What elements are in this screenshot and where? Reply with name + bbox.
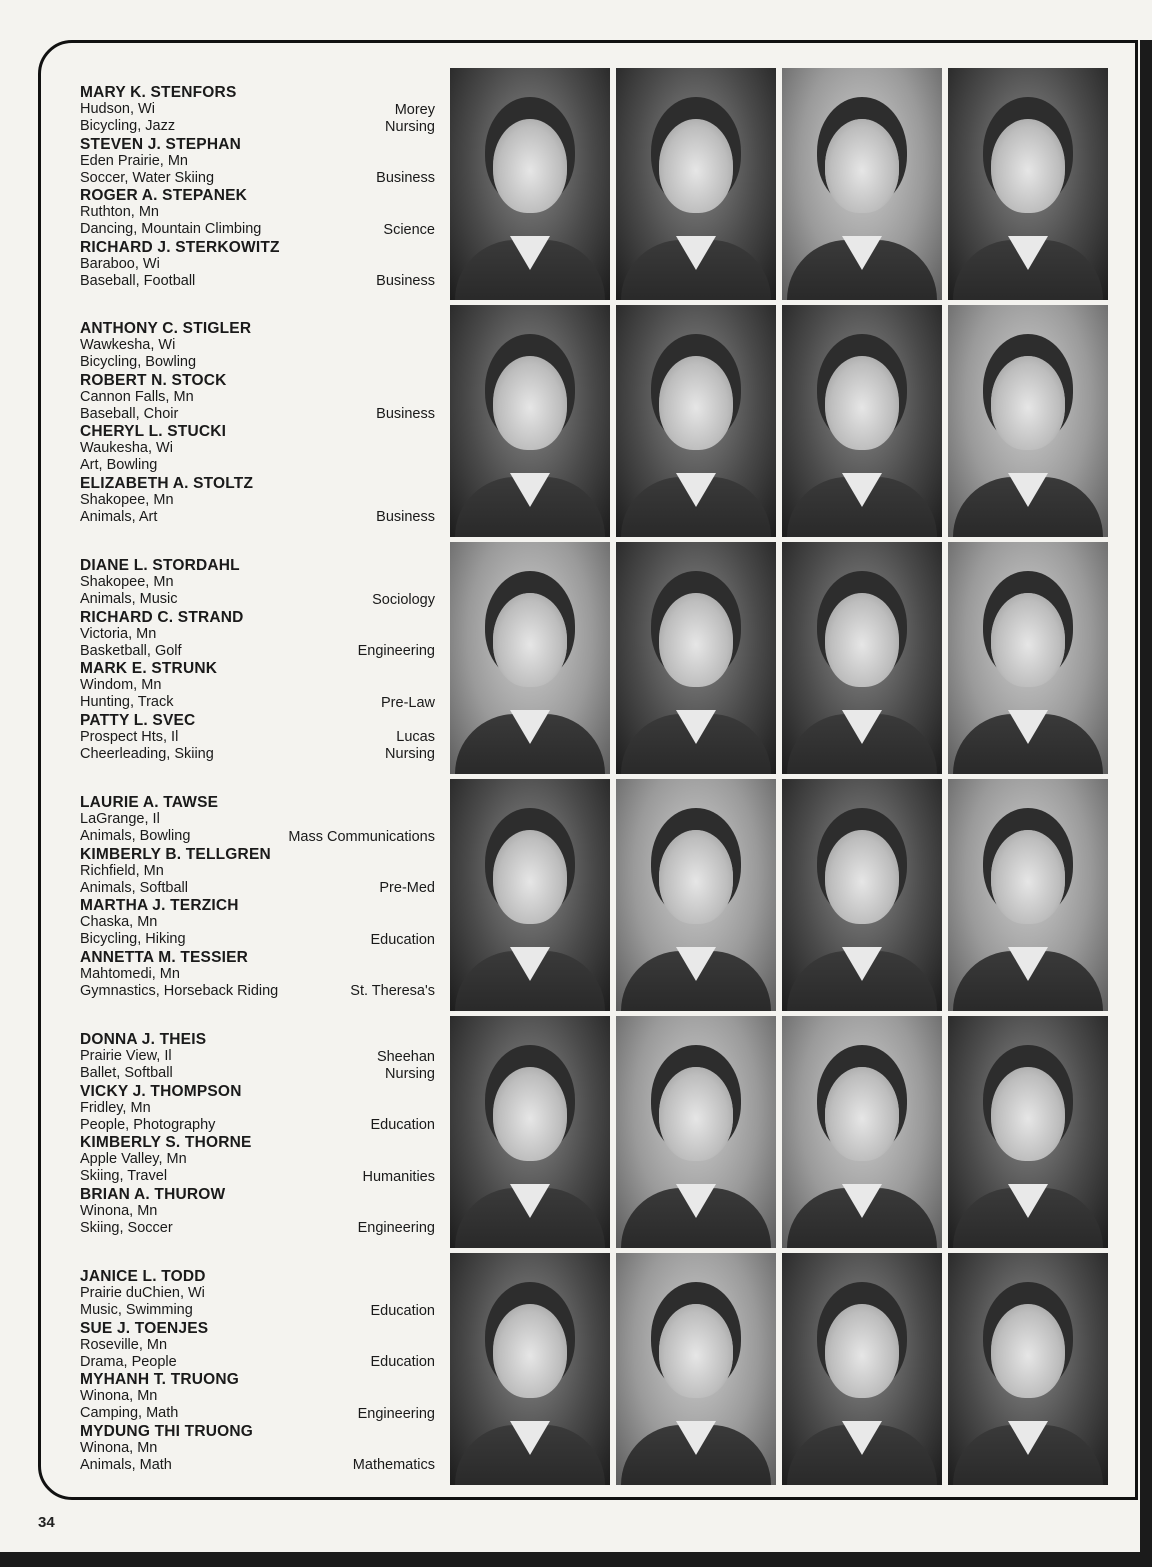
student-hometown: Roseville, Mn <box>80 1336 168 1353</box>
student-interests: Basketball, Golf <box>80 642 182 659</box>
student-portrait <box>948 779 1108 1011</box>
student-hometown: Apple Valley, Mn <box>80 1151 187 1167</box>
student-hometown: Shakopee, Mn <box>80 574 174 590</box>
student-interests: Drama, People <box>80 1353 177 1370</box>
portrait-head <box>493 119 567 213</box>
student-interests: Cheerleading, Skiing <box>80 745 214 762</box>
student-interests: Ballet, Softball <box>80 1065 173 1081</box>
student-interests: Baseball, Football <box>80 272 196 289</box>
student-hometown: Victoria, Mn <box>80 625 157 642</box>
student-name: CHERYL L. STUCKI <box>80 423 227 440</box>
student-entry <box>80 372 435 424</box>
student-major <box>350 983 435 1000</box>
student-group <box>80 1031 435 1267</box>
student-major <box>376 509 435 526</box>
scan-bottom-edge <box>0 1552 1152 1567</box>
student-major <box>362 1169 435 1186</box>
student-entry <box>80 475 435 527</box>
student-interests: Camping, Math <box>80 1405 179 1421</box>
student-major <box>385 729 435 763</box>
student-entry <box>80 557 435 609</box>
student-hometown: Windom, Mn <box>80 677 162 693</box>
student-entry <box>80 794 435 846</box>
student-entry <box>80 1423 435 1475</box>
student-name: RICHARD C. STRAND <box>80 608 244 626</box>
student-hometown: Prospect Hts, Il <box>80 728 179 745</box>
student-interests: Bicycling, Jazz <box>80 118 176 134</box>
portrait-head <box>493 356 567 450</box>
student-major <box>377 1049 435 1083</box>
student-name: PATTY L. SVEC <box>80 711 196 729</box>
student-interests: Animals, Music <box>80 591 178 607</box>
student-group <box>80 320 435 556</box>
student-hometown: Mahtomedi, Mn <box>80 965 180 982</box>
student-portrait <box>948 1253 1108 1485</box>
student-portrait <box>450 779 610 1011</box>
student-entry <box>80 846 435 898</box>
student-hometown: Cannon Falls, Mn <box>80 388 194 405</box>
student-portrait <box>948 1016 1108 1248</box>
student-name: MARK E. STRUNK <box>80 660 218 677</box>
student-hometown: Winona, Mn <box>80 1202 158 1219</box>
student-major-line-2: Business <box>376 170 435 186</box>
student-name: VICKY J. THOMPSON <box>80 1082 242 1100</box>
student-portrait <box>948 542 1108 774</box>
student-portrait <box>450 68 610 300</box>
student-major-line-2: Education <box>370 1117 435 1133</box>
student-major <box>376 273 435 290</box>
student-portrait <box>450 1253 610 1485</box>
student-hometown: Wawkesha, Wi <box>80 337 176 353</box>
student-hometown: LaGrange, Il <box>80 811 160 827</box>
student-major-line-2: Mathematics <box>352 1457 435 1473</box>
student-interests: Animals, Art <box>80 508 158 525</box>
student-name: MARY K. STENFORS <box>80 84 237 101</box>
student-name: DIANE L. STORDAHL <box>80 557 240 574</box>
student-portrait <box>450 305 610 537</box>
student-major-line-2: Education <box>370 1302 435 1319</box>
portrait-head <box>991 830 1065 924</box>
student-interests: Animals, Math <box>80 1456 172 1473</box>
student-name: DONNA J. THEIS <box>80 1031 207 1048</box>
student-major-line-1: Lucas <box>396 729 435 745</box>
student-hometown: Baraboo, Wi <box>80 255 160 272</box>
portrait-head <box>825 593 899 687</box>
portrait-row <box>450 779 1110 1011</box>
student-major <box>372 592 435 609</box>
student-entry <box>80 423 435 475</box>
portrait-head <box>659 1304 733 1398</box>
portrait-row <box>450 305 1110 537</box>
student-hometown: Prairie View, Il <box>80 1048 172 1064</box>
student-portrait <box>450 1016 610 1248</box>
student-major-line-2: Nursing <box>385 746 435 762</box>
portrait-row <box>450 68 1110 300</box>
student-portrait <box>450 542 610 774</box>
student-name: JANICE L. TODD <box>80 1268 206 1285</box>
student-hometown: Richfield, Mn <box>80 862 164 879</box>
portrait-head <box>991 119 1065 213</box>
portrait-head <box>825 830 899 924</box>
student-major <box>371 932 436 949</box>
student-hometown: Hudson, Wi <box>80 101 155 117</box>
student-name: KIMBERLY S. THORNE <box>80 1134 252 1151</box>
student-major <box>358 1406 435 1423</box>
portrait-head <box>991 356 1065 450</box>
student-name: ELIZABETH A. STOLTZ <box>80 474 254 492</box>
student-name: ROBERT N. STOCK <box>80 371 227 389</box>
portrait-head <box>991 593 1065 687</box>
student-interests: Animals, Bowling <box>80 828 191 844</box>
portrait-head <box>493 1067 567 1161</box>
student-name: ANNETTA M. TESSIER <box>80 948 249 966</box>
student-major-line-2: Sociology <box>372 591 435 608</box>
portrait-head <box>991 1067 1065 1161</box>
student-interests: Animals, Softball <box>80 879 188 896</box>
portrait-head <box>659 119 733 213</box>
student-portrait <box>616 1016 776 1248</box>
student-name: KIMBERLY B. TELLGREN <box>80 845 271 863</box>
student-major-line-1: Morey <box>394 101 435 118</box>
student-major-line-2: Engineering <box>357 1220 435 1236</box>
student-major-line-1: Sheehan <box>376 1048 435 1065</box>
student-entry <box>80 1031 435 1083</box>
student-major-line-2: Business <box>376 509 435 525</box>
student-name: ANTHONY C. STIGLER <box>80 320 252 337</box>
portrait-head <box>659 593 733 687</box>
student-portrait <box>782 1016 942 1248</box>
student-entry <box>80 1320 435 1372</box>
student-entry <box>80 187 435 239</box>
student-hometown: Prairie duChien, Wi <box>80 1285 205 1301</box>
student-hometown: Chaska, Mn <box>80 914 158 930</box>
student-portrait <box>948 68 1108 300</box>
student-major-line-2: Education <box>370 1354 435 1370</box>
student-interests: Skiing, Travel <box>80 1168 168 1184</box>
student-name: BRIAN A. THUROW <box>80 1185 226 1203</box>
portrait-head <box>991 1304 1065 1398</box>
student-major-line-2: Education <box>370 931 435 948</box>
student-entry <box>80 320 435 372</box>
student-hometown: Ruthton, Mn <box>80 204 159 220</box>
student-major <box>385 102 435 136</box>
student-hometown: Fridley, Mn <box>80 1099 151 1116</box>
student-portrait <box>782 68 942 300</box>
student-interests: Bicycling, Bowling <box>80 354 197 370</box>
student-interests: People, Photography <box>80 1116 216 1133</box>
student-interests: Music, Swimming <box>80 1302 193 1318</box>
student-portrait <box>616 68 776 300</box>
student-group <box>80 557 435 793</box>
student-entry <box>80 1186 435 1238</box>
student-major <box>288 829 435 846</box>
student-major <box>376 406 435 423</box>
student-major-line-2: Pre-Med <box>379 880 435 896</box>
portrait-head <box>825 1304 899 1398</box>
student-portrait <box>782 1253 942 1485</box>
student-entry <box>80 1134 435 1186</box>
student-group <box>80 84 435 320</box>
student-name: MARTHA J. TERZICH <box>80 897 239 914</box>
student-entry <box>80 609 435 661</box>
student-major-line-2: Mass Communications <box>288 828 435 845</box>
portrait-head <box>825 356 899 450</box>
student-major <box>376 170 435 187</box>
student-name: RICHARD J. STERKOWITZ <box>80 238 280 256</box>
student-interests: Art, Bowling <box>80 457 158 473</box>
student-hometown: Eden Prairie, Mn <box>80 152 188 169</box>
student-portrait <box>616 305 776 537</box>
scan-edge <box>1140 40 1152 1567</box>
portrait-head <box>825 1067 899 1161</box>
portrait-row <box>450 1016 1110 1248</box>
student-name: MYDUNG THI TRUONG <box>80 1422 254 1440</box>
portrait-row <box>450 542 1110 774</box>
page-number: 34 <box>38 1514 55 1531</box>
student-entry <box>80 1371 435 1423</box>
portrait-row <box>450 1253 1110 1485</box>
student-entry <box>80 1083 435 1135</box>
student-major <box>371 1117 436 1134</box>
student-major-line-2: Pre-Law <box>381 694 435 711</box>
portrait-head <box>659 356 733 450</box>
student-portrait <box>782 542 942 774</box>
student-hometown: Winona, Mn <box>80 1439 158 1456</box>
student-hometown: Waukesha, Wi <box>80 440 173 456</box>
student-group <box>80 794 435 1030</box>
student-entry <box>80 712 435 764</box>
student-major-line-2: Humanities <box>362 1168 435 1185</box>
student-major-line-2: Nursing <box>385 118 435 135</box>
student-name: SUE J. TOENJES <box>80 1319 209 1337</box>
student-major-line-2: Business <box>376 406 435 422</box>
student-entry <box>80 949 435 1001</box>
student-major-line-2: St. Theresa's <box>350 983 435 999</box>
portrait-head <box>493 1304 567 1398</box>
student-hometown: Winona, Mn <box>80 1388 158 1404</box>
student-entry <box>80 1268 435 1320</box>
student-entry <box>80 84 435 136</box>
student-entry <box>80 239 435 291</box>
portrait-head <box>825 119 899 213</box>
student-portrait <box>616 542 776 774</box>
student-portrait <box>616 779 776 1011</box>
student-name: ROGER A. STEPANEK <box>80 187 248 204</box>
student-entry <box>80 136 435 188</box>
student-major <box>371 1354 436 1371</box>
student-major-line-2: Business <box>376 273 435 289</box>
student-major-line-2: Nursing <box>385 1065 435 1082</box>
student-interests: Bicycling, Hiking <box>80 931 186 947</box>
student-portrait <box>782 305 942 537</box>
student-major <box>379 880 435 897</box>
student-interests: Soccer, Water Skiing <box>80 169 215 186</box>
portrait-head <box>659 1067 733 1161</box>
student-entry <box>80 660 435 712</box>
student-major <box>358 643 435 660</box>
portrait-head <box>493 593 567 687</box>
student-portrait <box>782 779 942 1011</box>
student-major <box>353 1457 435 1474</box>
portrait-head <box>493 830 567 924</box>
student-portrait <box>616 1253 776 1485</box>
student-name: MYHANH T. TRUONG <box>80 1371 240 1388</box>
student-major-line-2: Science <box>383 221 435 238</box>
student-major <box>381 695 435 712</box>
student-major <box>383 222 435 239</box>
student-name: LAURIE A. TAWSE <box>80 794 219 811</box>
student-hometown: Shakopee, Mn <box>80 491 174 508</box>
student-portrait <box>948 305 1108 537</box>
student-entry <box>80 897 435 949</box>
student-name: STEVEN J. STEPHAN <box>80 135 242 153</box>
student-interests: Dancing, Mountain Climbing <box>80 221 262 237</box>
student-major-line-2: Engineering <box>357 1405 435 1422</box>
student-interests: Hunting, Track <box>80 694 174 710</box>
student-major-line-2: Engineering <box>357 643 435 659</box>
portrait-head <box>659 830 733 924</box>
student-major <box>358 1220 435 1237</box>
student-group <box>80 1268 435 1504</box>
student-interests: Gymnastics, Horseback Riding <box>80 982 279 999</box>
student-major <box>371 1303 436 1320</box>
student-interests: Skiing, Soccer <box>80 1219 173 1236</box>
student-interests: Baseball, Choir <box>80 405 179 422</box>
